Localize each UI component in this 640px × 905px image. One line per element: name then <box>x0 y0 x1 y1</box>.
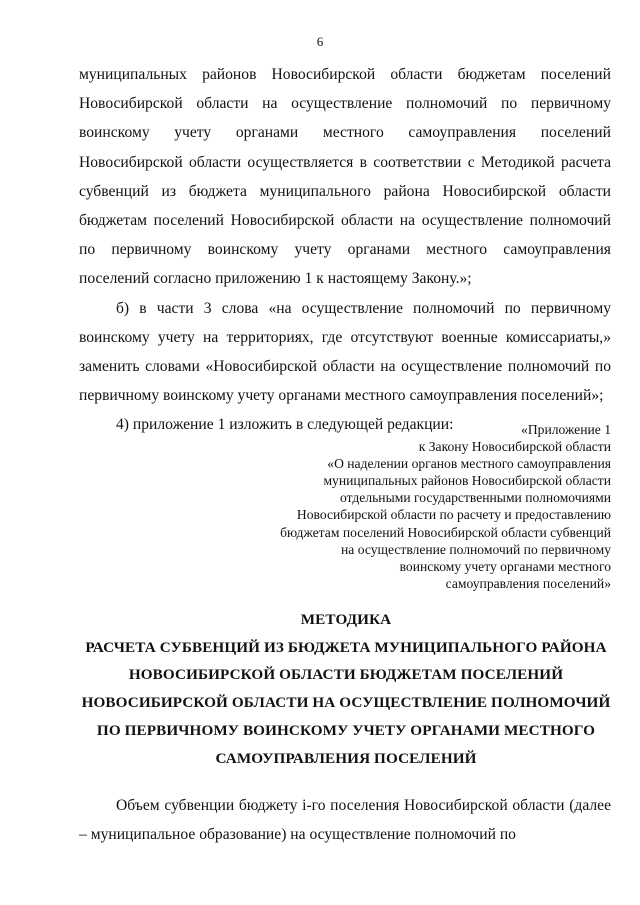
appendix-line: к Закону Новосибирской области <box>418 439 611 455</box>
heading-line: НОВОСИБИРСКОЙ ОБЛАСТИ БЮДЖЕТАМ ПОСЕЛЕНИЙ <box>128 666 564 684</box>
body-text <box>79 60 611 440</box>
appendix-line: отдельными государственными полномочиями <box>340 490 611 506</box>
appendix-line: на осуществление полномочий по первичному <box>341 541 611 557</box>
heading-line: САМОУПРАВЛЕНИЯ ПОСЕЛЕНИЙ <box>215 749 477 767</box>
heading-line: РАСЧЕТА СУБВЕНЦИЙ ИЗ БЮДЖЕТА МУНИЦИПАЛЬНОГО РАЙОНА <box>85 638 607 656</box>
heading-title: МЕТОДИКА <box>300 611 392 628</box>
appendix-line: самоуправления поселений» <box>445 575 611 591</box>
paragraph-continuation: муниципальных районов Новосибирской области бюджетам поселений Новосибирской области на осуществление полномочий по первичному воинскому учету органами местного самоуправления поселений Новосибирской области осуществляется в соответствии с Методикой расчета субвенций из бюджета муниципального района Новосибирской области бюджетам поселений Новосибирской области на осуществление полномочий по первичному воинскому учету органами местного самоуправления поселений согласно приложению 1 к настоящему Закону.»; <box>79 66 611 288</box>
appendix-line: воинскому учету органами местного <box>399 558 611 574</box>
appendix-line: «Приложение 1 <box>521 422 611 437</box>
appendix-line: Новосибирской области по расчету и предоставлению <box>296 507 611 523</box>
paragraph-item-b: б) в части 3 слова «на осуществление полномочий по первичному воинскому учету на территориях, где отсутствуют военные комиссариаты,» заменить словами «Новосибирской области на осуществление полномочий по первичному воинскому учету органами местного самоуправления поселений»; <box>79 299 611 405</box>
page-number: 6 <box>316 34 324 49</box>
heading-line: ПО ПЕРВИЧНОМУ ВОИНСКОМУ УЧЕТУ ОРГАНАМИ МЕСТНОГО <box>96 721 596 739</box>
appendix-line: «О наделении органов местного самоуправления <box>327 456 611 472</box>
final-text <box>79 791 611 849</box>
appendix-reference <box>200 421 611 592</box>
paragraph-item-4: 4) приложение 1 изложить в следующей редакции: <box>116 416 454 434</box>
appendix-line: бюджетам поселений Новосибирской области субвенций <box>280 524 611 540</box>
paragraph-subvention-volume: Объем субвенции бюджету i-го поселения Новосибирской области (далее – муниципальное образование) на осуществление полномочий по <box>79 797 611 844</box>
heading-line: НОВОСИБИРСКОЙ ОБЛАСТИ НА ОСУЩЕСТВЛЕНИЕ ПОЛНОМОЧИЙ <box>81 694 611 712</box>
appendix-line: муниципальных районов Новосибирской области <box>323 473 611 489</box>
section-heading <box>60 606 632 772</box>
